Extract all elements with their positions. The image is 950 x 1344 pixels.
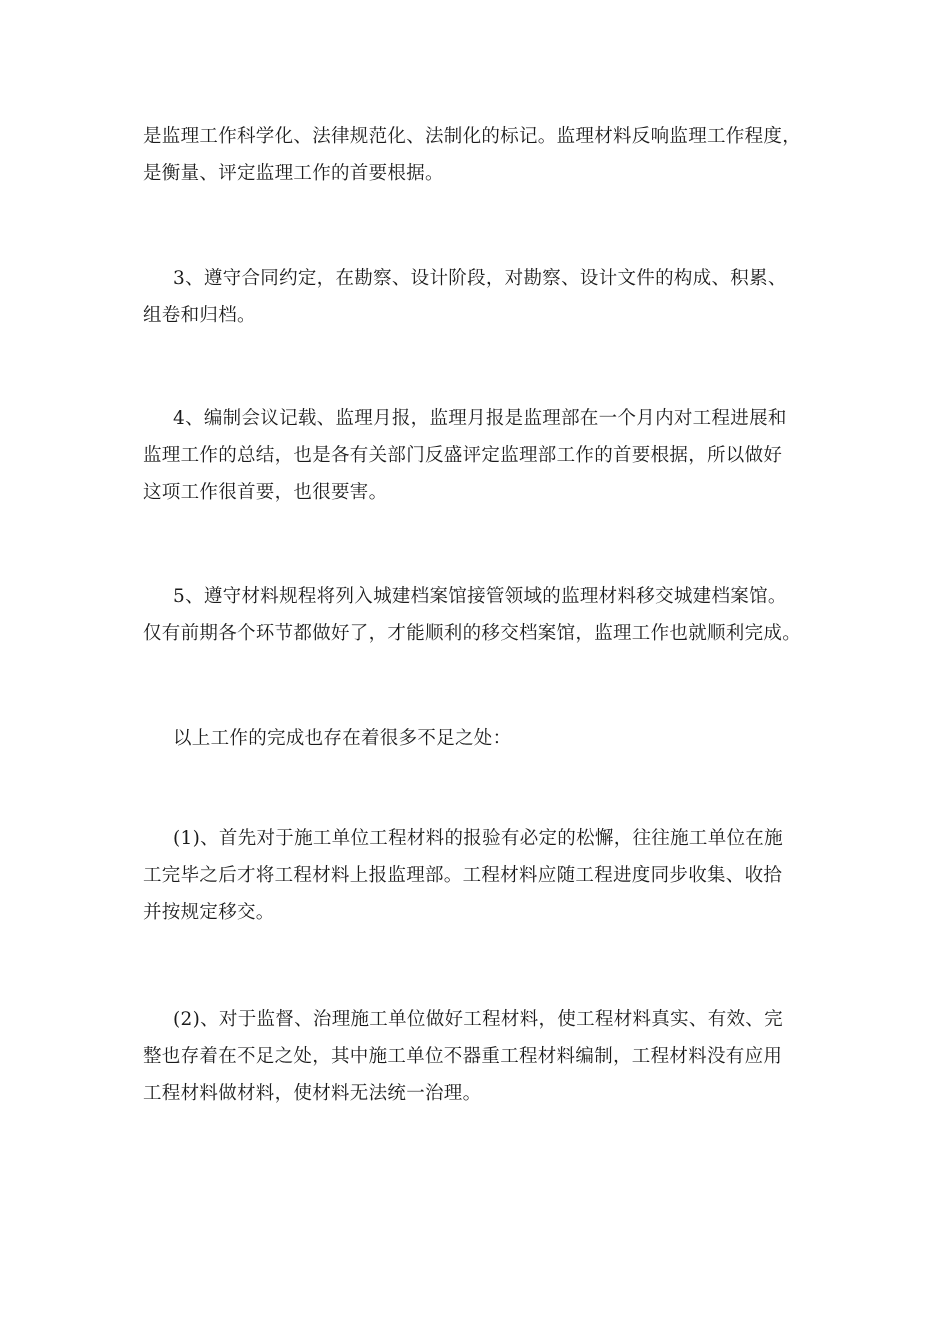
paragraph-line: 监理工作的总结，也是各有关部门反盛评定监理部工作的首要根据，所以做好 [143,445,783,466]
paragraph-line: 5、遵守材料规程将列入城建档案馆接管领域的监理材料移交城建档案馆。 [173,586,787,607]
paragraph-shortcoming-1 [143,820,823,931]
paragraph-line: 是衡量、评定监理工作的首要根据。 [143,163,444,184]
paragraph-line: 并按规定移交。 [143,902,275,923]
paragraph-intro-continuation [143,118,823,192]
paragraph-item-4 [143,400,823,511]
paragraph-line: 以上工作的完成也存在着很多不足之处： [173,728,512,749]
paragraph-line: 工程材料做材料，使材料无法统一治理。 [143,1083,482,1104]
paragraph-item-3 [143,260,823,334]
paragraph-line: 工完毕之后才将工程材料上报监理部。工程材料应随工程进度同步收集、收拾 [143,865,783,886]
paragraph-item-5 [143,578,823,652]
paragraph-line: (2)、对于监督、治理施工单位做好工程材料，使工程材料真实、有效、完 [173,1009,783,1030]
paragraph-shortcoming-2 [143,1001,823,1112]
paragraph-shortcomings-intro [143,720,823,757]
paragraph-line: 组卷和归档。 [143,305,256,326]
paragraph-line: 4、编制会议记载、监理月报，监理月报是监理部在一个月内对工程进展和 [173,408,787,429]
paragraph-line: 整也存着在不足之处，其中施工单位不器重工程材料编制，工程材料没有应用 [143,1046,783,1067]
paragraph-line: 这项工作很首要，也很要害。 [143,482,388,503]
paragraph-line: 3、遵守合同约定，在勘察、设计阶段，对勘察、设计文件的构成、积累、 [173,268,787,289]
paragraph-line: 是监理工作科学化、法律规范化、法制化的标记。监理材料反响监理工作程度， [143,126,802,147]
paragraph-line: (1)、首先对于施工单位工程材料的报验有必定的松懈，往往施工单位在施 [173,828,783,849]
paragraph-line: 仅有前期各个环节都做好了，才能顺利的移交档案馆，监理工作也就顺利完成。 [143,623,802,644]
